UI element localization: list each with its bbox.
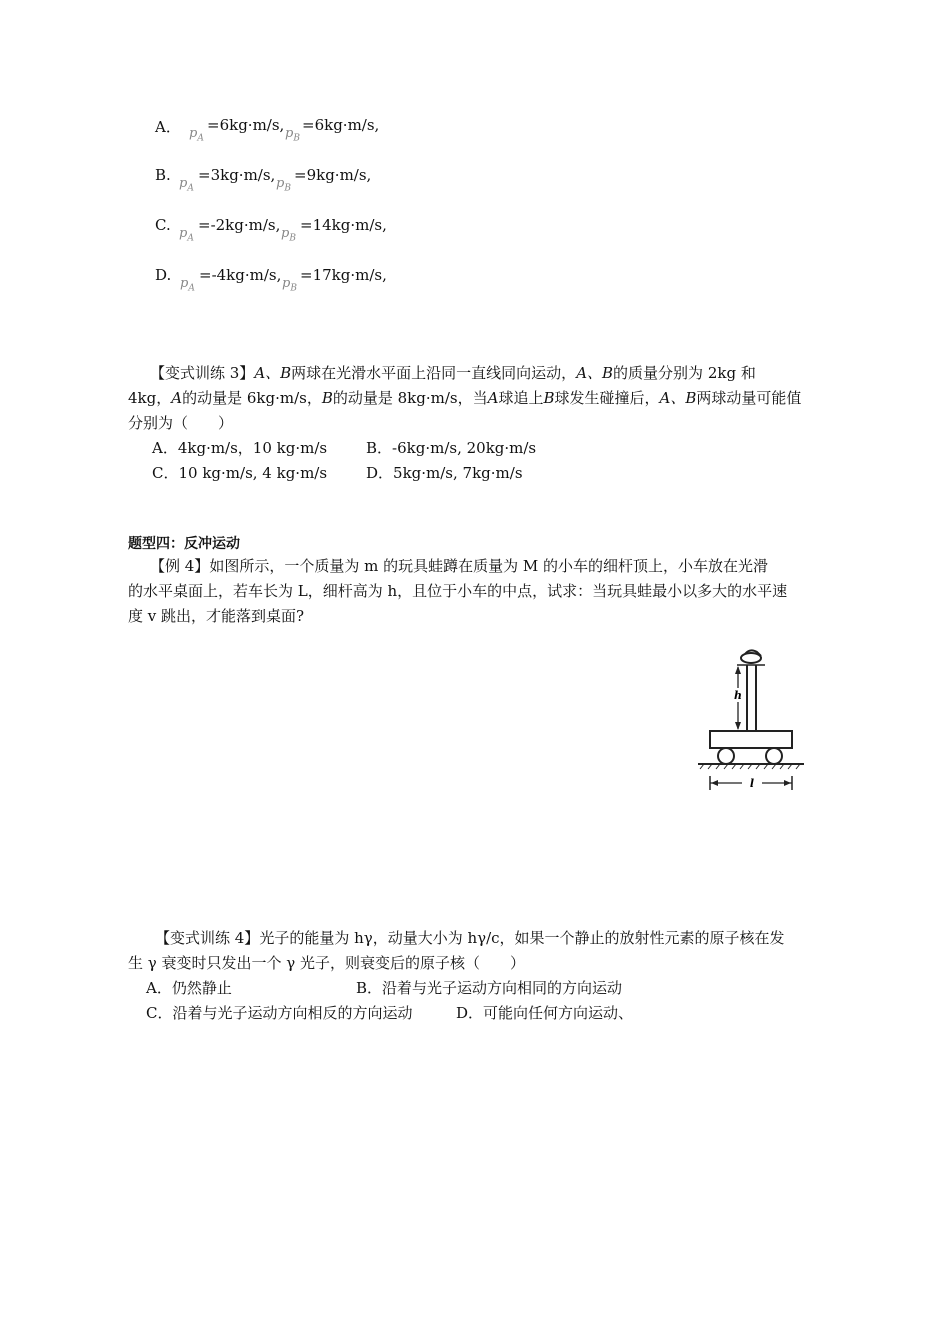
pb-symbol: $p_B$ bbox=[282, 276, 297, 294]
cart-frog-figure bbox=[690, 645, 815, 797]
section-heading: 题型四：反冲运动 bbox=[128, 536, 240, 552]
example4-line1 bbox=[150, 556, 768, 576]
var-a: A bbox=[487, 389, 499, 407]
example-tag: 【例 4】 bbox=[150, 557, 210, 575]
cart-body bbox=[710, 731, 792, 748]
pa-value: =-2kg·m/s, bbox=[198, 216, 281, 234]
pa-symbol: $p_A$ bbox=[179, 176, 194, 194]
var-ab: A、B bbox=[576, 364, 614, 382]
var-a: A bbox=[171, 389, 183, 407]
wheel-right bbox=[766, 748, 782, 764]
text: 两球动量可能值 bbox=[696, 389, 802, 407]
exercise3-line2 bbox=[128, 388, 801, 408]
pb-symbol: $p_B$ bbox=[281, 226, 296, 244]
pb-value: =6kg·m/s, bbox=[302, 116, 380, 134]
text: 如图所示，一个质量为 m 的玩具蛙蹲在质量为 M 的小车的细杆顶上，小车放在光滑 bbox=[209, 557, 768, 575]
text: 球追上 bbox=[498, 389, 544, 407]
text: 两球在光滑水平面上沿同一直线同向运动， bbox=[291, 364, 577, 382]
var-ab: A、B bbox=[254, 364, 292, 382]
pb-value: =14kg·m/s, bbox=[300, 216, 387, 234]
exercise3-option-d[interactable]: D．5kg·m/s, 7kg·m/s bbox=[366, 464, 523, 482]
wheel-left bbox=[718, 748, 734, 764]
exercise4-line2: 生 γ 衰变时只发出一个 γ 光子，则衰变后的原子核（ ） bbox=[128, 954, 526, 972]
pa-value: =-4kg·m/s, bbox=[199, 266, 282, 284]
text: 的动量是 8kg·m/s，当 bbox=[332, 389, 488, 407]
exercise3-option-a[interactable]: A．4kg·m/s，10 kg·m/s bbox=[152, 439, 328, 457]
l-arrow-left bbox=[711, 780, 718, 786]
pb-symbol: $p_B$ bbox=[276, 176, 291, 194]
text: 光子的能量为 hγ，动量大小为 hγ/c，如果一个静止的放射性元素的原子核在发 bbox=[259, 929, 785, 947]
pb-value: =17kg·m/s, bbox=[300, 266, 387, 284]
text: 的质量分别为 2kg 和 bbox=[613, 364, 756, 382]
exercise4-line1 bbox=[155, 928, 785, 948]
exercise-tag: 【变式训练 4】 bbox=[155, 929, 260, 947]
var-ab: A、B bbox=[659, 389, 697, 407]
exercise4-option-c[interactable]: C．沿着与光子运动方向相反的方向运动 bbox=[146, 1004, 413, 1022]
text: 球发生碰撞后， bbox=[554, 389, 660, 407]
option-label: A． bbox=[155, 118, 181, 136]
pa-value: =6kg·m/s, bbox=[207, 116, 285, 134]
pb-symbol: $p_B$ bbox=[285, 126, 300, 144]
exercise4-option-a[interactable]: A．仍然静止 bbox=[146, 979, 232, 997]
pa-symbol: $p_A$ bbox=[179, 226, 194, 244]
exercise4-option-d[interactable]: D．可能向任何方向运动、 bbox=[456, 1004, 634, 1022]
example4-line2: 的水平桌面上，若车长为 L，细杆高为 h，且位于小车的中点，试求：当玩具蛙最小以多大的水平速 bbox=[128, 582, 788, 600]
exercise3-line1 bbox=[150, 363, 756, 383]
text: 的动量是 6kg·m/s， bbox=[182, 389, 322, 407]
pa-symbol: $p_A$ bbox=[189, 126, 204, 144]
option-label: D. bbox=[155, 266, 172, 284]
option-label: C. bbox=[155, 216, 171, 234]
example4-line3: 度 v 跳出，才能落到桌面? bbox=[128, 607, 305, 625]
h-arrow-top bbox=[735, 666, 741, 674]
l-arrow-right bbox=[784, 780, 791, 786]
pa-symbol: $p_A$ bbox=[180, 276, 195, 294]
pb-value: =9kg·m/s, bbox=[294, 166, 372, 184]
h-label: h bbox=[734, 689, 742, 702]
h-arrow-bottom bbox=[735, 722, 741, 730]
exercise4-option-b[interactable]: B．沿着与光子运动方向相同的方向运动 bbox=[356, 979, 623, 997]
exercise-tag: 【变式训练 3】 bbox=[150, 364, 255, 382]
option-label: B. bbox=[155, 166, 171, 184]
var-b: B bbox=[321, 389, 333, 407]
exercise3-option-b[interactable]: B．-6kg·m/s, 20kg·m/s bbox=[366, 439, 537, 457]
exercise3-option-c[interactable]: C．10 kg·m/s, 4 kg·m/s bbox=[152, 464, 328, 482]
l-label: l bbox=[749, 777, 755, 790]
text: 4kg， bbox=[128, 389, 172, 407]
frog-shape bbox=[741, 653, 761, 663]
exercise3-line3: 分别为（ ） bbox=[128, 414, 234, 432]
pa-value: =3kg·m/s, bbox=[198, 166, 276, 184]
var-b: B bbox=[543, 389, 555, 407]
